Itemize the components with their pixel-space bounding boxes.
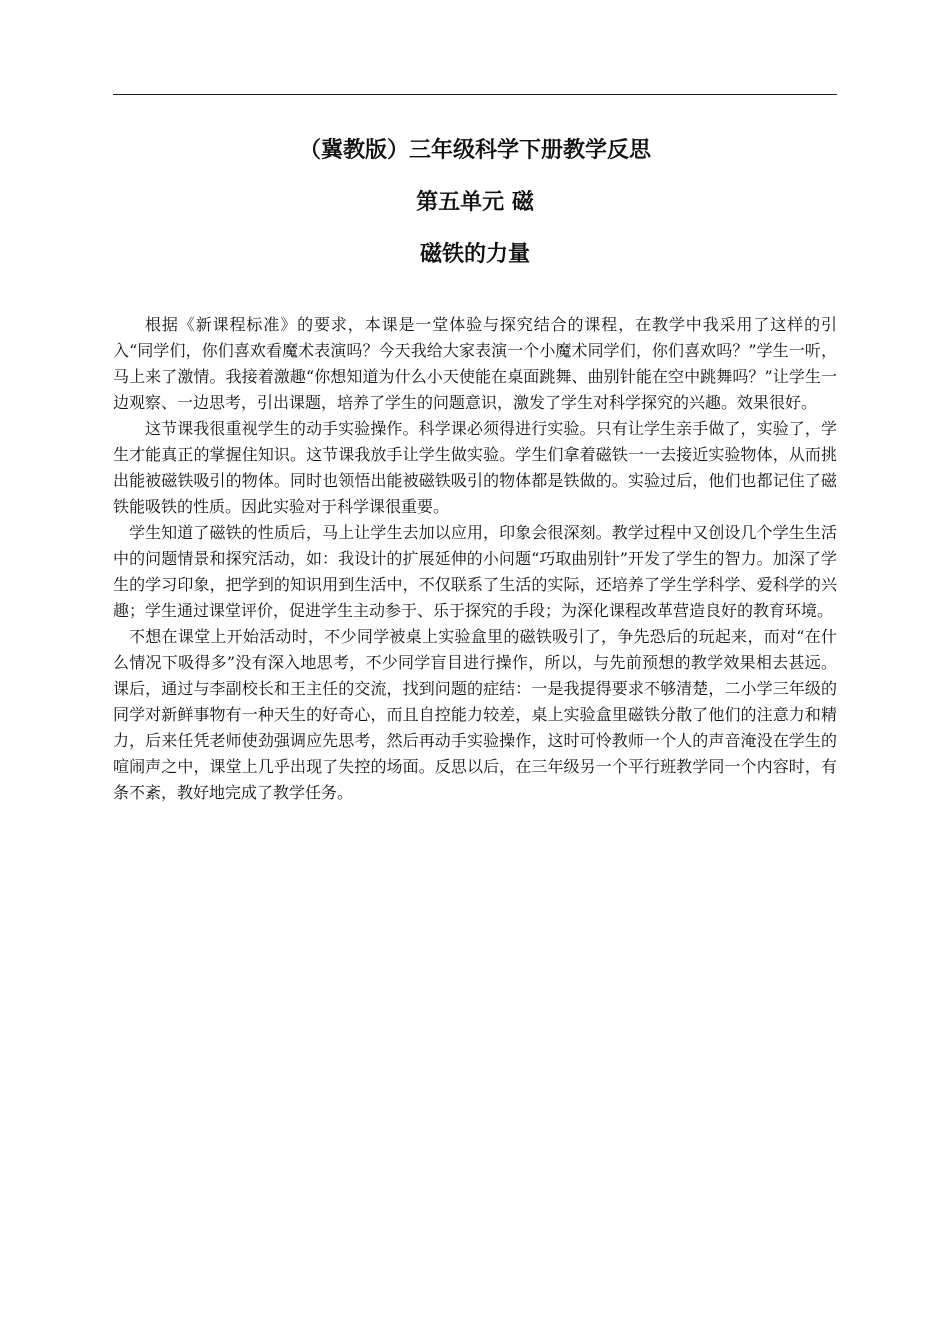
document-body: [113, 128, 837, 806]
paragraph-1: 根据《新课程标准》的要求，本课是一堂体验与探究结合的课程，在教学中我采用了这样的引入“同学们，你们喜欢看魔术表演吗？今天我给大家表演一个小魔术同学们，你们喜欢吗？”学生一听，马上来了激情。我接着激趣“你想知道为什么小天使能在桌面跳舞、曲别针能在空中跳舞吗？”让学生一边观察、一边思考，引出课题，培养了学生的问题意识，激发了学生对科学探究的兴趣。效果很好。: [113, 315, 837, 412]
header-rule: [113, 94, 837, 95]
reflection-text: [113, 312, 837, 806]
paragraph-4: 不想在课堂上开始活动时，不少同学被桌上实验盒里的磁铁吸引了，争先恐后的玩起来，而对“在什么情况下吸得多”没有深入地思考，不少同学盲目进行操作，所以，与先前预想的教学效果相去甚远。课后，通过与李副校长和王主任的交流，找到问题的症结：一是我提得要求不够清楚，二小学三年级的同学对新鲜事物有一种天生的好奇心，而且自控能力较差，桌上实验盒里磁铁分散了他们的注意力和精力，后来任凭老师使劲强调应先思考，然后再动手实验操作，这时可怜教师一个人的声音淹没在学生的喧闹声之中，课堂上几乎出现了失控的场面。反思以后，在三年级另一个平行班教学同一个内容时，有条不紊，教好地完成了教学任务。: [113, 627, 837, 802]
document-title: （冀教版）三年级科学下册教学反思: [298, 138, 651, 163]
paragraph-3: 学生知道了磁铁的性质后，马上让学生去加以应用，印象会很深刻。教学过程中又创设几个学生生活中的问题情景和探究活动，如：我设计的扩展延伸的小问题“巧取曲别针”开发了学生的智力。加深了学生的学习印象，把学到的知识用到生活中，不仅联系了生活的实际，还培养了学生学科学、爱科学的兴趣；学生通过课堂评价，促进学生主动参于、乐于探究的手段；为深化课程改革营造良好的教育环境。: [113, 523, 837, 620]
lesson-heading: 磁铁的力量: [419, 242, 530, 267]
paragraph-2: 这节课我很重视学生的动手实验操作。科学课必须得进行实验。只有让学生亲手做了，实验了，学生才能真正的掌握住知识。这节课我放手让学生做实验。学生们拿着磁铁一一去接近实验物体，从而挑出能被磁铁吸引的物体。同时也领悟出能被磁铁吸引的物体都是铁做的。实验过后，他们也都记住了磁铁能吸铁的性质。因此实验对于科学课很重要。: [113, 419, 837, 516]
unit-heading: 第五单元 磁: [416, 190, 534, 215]
